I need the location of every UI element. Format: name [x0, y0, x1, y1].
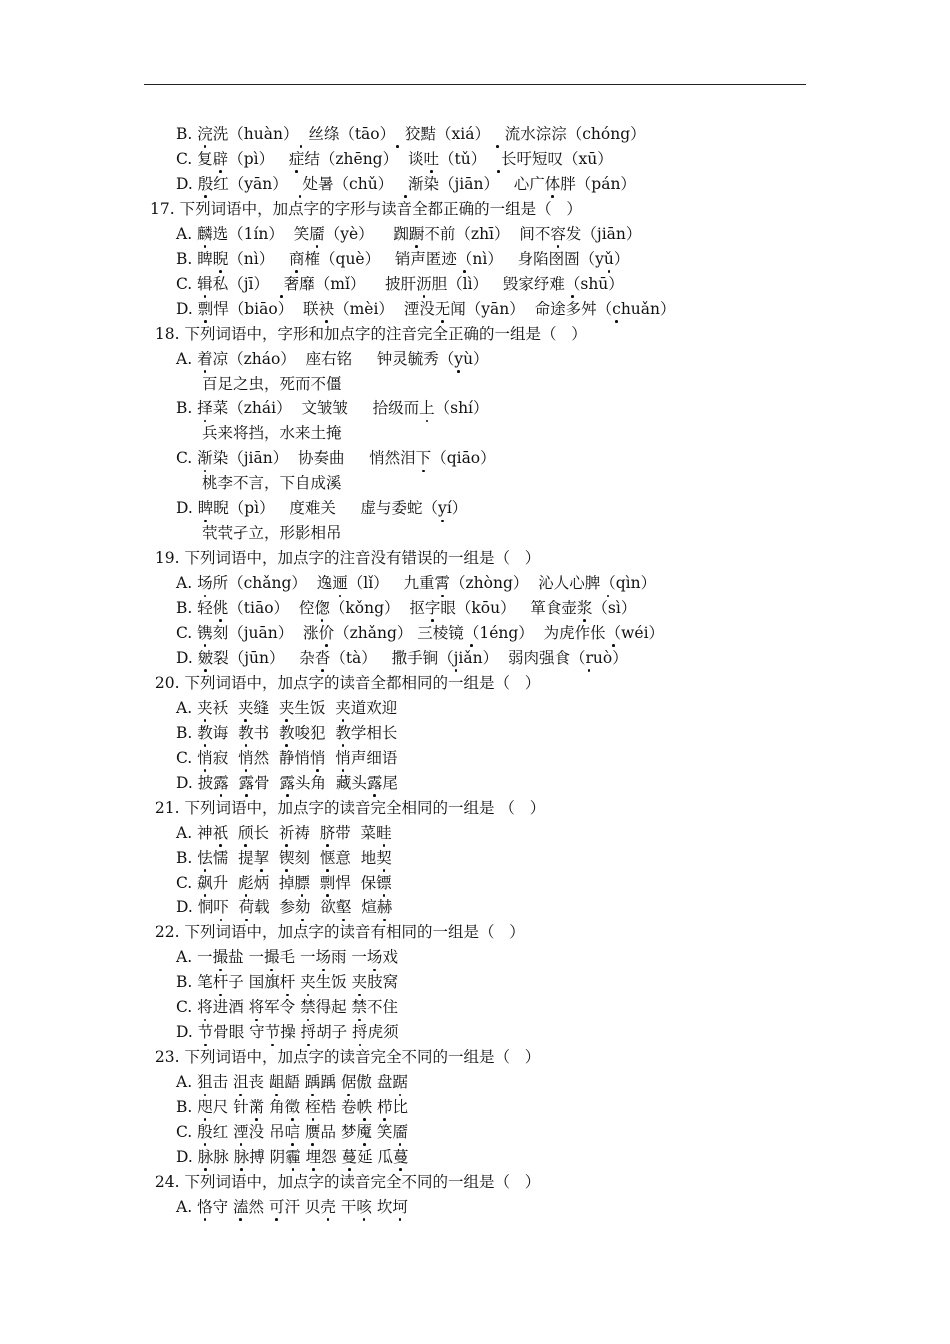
- option-line: C. 渐染（jiān） 协奏曲 悄然泪下（qiāo）: [176, 449, 496, 468]
- option-line: C. 悄寂 悄然 静悄悄 悄声细语: [176, 748, 398, 767]
- emphasis-char: 溘: [233, 1197, 249, 1216]
- option-line: B. 轻佻（tiāo） 倥偬（kǒng） 抠字眼（kōu） 箪食壶浆（sì）: [176, 599, 637, 618]
- emphasis-char: 杆: [212, 973, 229, 992]
- emphasis-char: 吐: [423, 149, 439, 168]
- option-continuation: 茕茕孑立，形影相吊: [202, 524, 342, 543]
- option-line: A. 场所（chǎng） 逸逦（lǐ） 九重霄（zhòng） 沁人心脾（qìn）: [176, 574, 657, 593]
- emphasis-char: 赝: [305, 1123, 321, 1141]
- emphasis-char: 霄: [434, 574, 450, 593]
- option-line: C. 飙升 彪炳 掉膘 剽悍 保镖: [176, 873, 392, 892]
- emphasis-char: 露: [366, 773, 383, 792]
- option-line: C. 复辟（pì） 症结（zhēng） 谈吐（tǔ） 长吁短叹（xū）: [176, 149, 613, 168]
- emphasis-char: 辟: [212, 149, 229, 168]
- emphasis-char: 镖: [376, 873, 392, 892]
- option-line: A. 恪守 溘然 可汗 贝壳 干咳 坎坷: [176, 1197, 408, 1216]
- emphasis-char: 踽: [304, 1073, 321, 1092]
- option-line: D. 殷红（yān） 处暑（chǔ） 渐染（jiān） 心广体胖（pán）: [176, 174, 636, 193]
- emphasis-char: 惬: [319, 848, 336, 867]
- emphasis-char: 吓: [213, 898, 229, 917]
- emphasis-char: 商: [289, 249, 305, 268]
- question-stem: 20. 下列词语中，加点字的读音全都相同的一组是（ ）: [150, 673, 541, 692]
- option-line: A. 着凉（zháo） 座右铭 钟灵毓秀（yù）: [176, 349, 489, 368]
- emphasis-char: 彪: [238, 873, 254, 892]
- emphasis-char: 麟: [197, 224, 213, 243]
- emphasis-char: 字: [424, 599, 441, 618]
- emphasis-char: 魇: [356, 1123, 372, 1141]
- emphasis-char: 价: [318, 624, 335, 642]
- emphasis-char: 埋: [305, 1147, 322, 1166]
- option-line: D. 恫吓 荷载 参劾 欲壑 煊赫: [176, 898, 393, 917]
- option-line: A. 夹袄 夹缝 夹生饭 夹道欢迎: [176, 698, 398, 717]
- option-line: C. 殷红 湮没 吊唁 赝品 梦魇 笑靥: [176, 1123, 408, 1141]
- emphasis-char: 霾: [285, 1147, 301, 1166]
- option-line: C. 将进酒 将军令 禁得起 禁不住: [176, 998, 399, 1017]
- emphasis-char: 狙: [197, 1073, 213, 1092]
- emphasis-char: （: [564, 274, 581, 293]
- emphasis-char: 壑: [335, 898, 352, 917]
- emphasis-char: ǔ: [603, 249, 614, 268]
- emphasis-char: （: [605, 624, 622, 642]
- emphasis-char: 夹: [351, 973, 368, 992]
- emphasis-char: y: [438, 499, 447, 518]
- emphasis-char: 徵: [284, 1098, 301, 1117]
- emphasis-char: 桎: [305, 1098, 321, 1117]
- emphasis-char: 夹: [335, 698, 351, 717]
- question-stem: 19. 下列词语中，加点字的注音没有错误的一组是（ ）: [150, 549, 541, 568]
- emphasis-char: [298, 174, 303, 194]
- option-line: A. 麟选（1ín） 笑靥（yè） 踟蹰不前（zhī） 间不容发（jiān）: [176, 224, 642, 243]
- option-line: B. 教诲 教书 教唆犯 教学相长: [176, 723, 398, 742]
- emphasis-char: 沮: [233, 1073, 249, 1092]
- emphasis-char: 可: [268, 1197, 285, 1216]
- emphasis-char: 沥: [416, 274, 432, 293]
- emphasis-char: 夹: [197, 698, 213, 717]
- emphasis-char: 体: [544, 174, 561, 193]
- option-line: B. 睥睨（nì） 商榷（què） 销声匿迹（nì） 身陷囹圄（yǔ）: [176, 249, 630, 268]
- question-stem: 18. 下列词语中，字形和加点字的注音完全正确的一组是（ ）: [150, 324, 587, 343]
- emphasis-char: 沓: [314, 648, 331, 667]
- emphasis-char: 节: [264, 1023, 281, 1042]
- emphasis-char: 露: [213, 773, 229, 792]
- emphasis-char: 锲: [279, 848, 295, 867]
- option-continuation: 桃李不言，下自成溪: [202, 474, 342, 493]
- emphasis-char: 症: [288, 149, 305, 168]
- emphasis-char: 袂: [318, 299, 335, 318]
- emphasis-char: 悄: [197, 748, 213, 767]
- option-line: D. 剽悍（biāo） 联袂（mèi） 湮没无闻（yān） 命途多舛（chuǎn）: [176, 299, 676, 318]
- option-line: C. 镌刻（juān） 涨价（zhǎng） 三棱镜（1éng） 为虎作伥（wéi）: [176, 624, 665, 642]
- emphasis-char: （: [600, 574, 616, 593]
- emphasis-char: 咳: [356, 1197, 372, 1216]
- emphasis-char: 脉: [233, 1147, 250, 1166]
- option-continuation: 百足之虫，死而不僵: [202, 374, 342, 393]
- emphasis-char: （: [463, 624, 480, 642]
- question-stem: 23. 下列词语中，加点字的读音完全不同的一组是（ ）: [150, 1048, 541, 1067]
- emphasis-char: 咫: [197, 1098, 213, 1117]
- emphasis-char: 场: [197, 574, 213, 593]
- emphasis-char: 无: [434, 299, 451, 318]
- option-line: D. 皴裂（jūn） 杂沓（tà） 撒手锏（jiǎn） 弱肉强食（ruò）: [176, 648, 628, 667]
- emphasis-char: 将: [197, 998, 213, 1017]
- emphasis-char: 露: [279, 773, 295, 792]
- emphasis-char: [279, 274, 284, 294]
- emphasis-char: [403, 174, 408, 194]
- emphasis-char: 栉: [377, 1098, 393, 1117]
- emphasis-char: 撮: [264, 948, 280, 967]
- option-line: B. 笔杆子 国旗杆 夹生饭 夹肢窝: [176, 973, 399, 992]
- emphasis-char: （: [456, 249, 473, 268]
- emphasis-char: 场: [366, 948, 383, 967]
- emphasis-char: 契: [376, 848, 392, 867]
- emphasis-char: 教: [238, 723, 254, 742]
- emphasis-char: 禁: [300, 998, 316, 1017]
- emphasis-char: [496, 149, 501, 169]
- emphasis-char: 龃: [268, 1073, 285, 1092]
- emphasis-char: 夹: [237, 698, 254, 717]
- emphasis-char: 教: [279, 723, 295, 742]
- emphasis-char: 挈: [253, 848, 270, 867]
- emphasis-char: 悄: [309, 748, 326, 767]
- emphasis-char: 倨: [340, 1073, 357, 1092]
- option-line: A. 一撮盐 一撮毛 一场雨 一场戏: [176, 948, 398, 967]
- emphasis-char: 帙: [356, 1098, 373, 1117]
- emphasis-char: 捋: [300, 1023, 317, 1042]
- emphasis-char: 怯: [197, 848, 213, 867]
- question-stem: 21. 下列词语中，加点字的读音完全相同的一组是 （ ）: [150, 798, 546, 817]
- emphasis-char: 节: [197, 1023, 214, 1042]
- emphasis-char: 渐: [197, 449, 213, 468]
- emphasis-char: 禁: [351, 998, 368, 1017]
- emphasis-char: 殷: [197, 1123, 213, 1141]
- emphasis-char: 踞: [392, 1073, 408, 1092]
- emphasis-char: 荷: [238, 898, 255, 917]
- emphasis-char: 蹰: [408, 224, 425, 243]
- emphasis-char: 上: [419, 399, 435, 418]
- option-line: D. 披露 露骨 露头角 藏头露尾: [176, 773, 398, 792]
- emphasis-char: 容: [550, 224, 566, 243]
- emphasis-char: [495, 124, 500, 144]
- emphasis-char: 逦: [332, 574, 348, 593]
- emphasis-char: 靥: [392, 1123, 408, 1141]
- emphasis-char: 悄: [238, 748, 254, 767]
- emphasis-char: 脉: [197, 1147, 214, 1166]
- emphasis-char: 皴: [197, 648, 214, 667]
- emphasis-char: 撮: [212, 948, 229, 967]
- option-line: B. 咫尺 针黹 角徵 桎梏 卷帙 栉比: [176, 1098, 409, 1117]
- emphasis-char: r: [585, 648, 593, 667]
- question-stem: 24. 下列词语中，加点字的读音完全不同的一组是（ ）: [150, 1172, 541, 1191]
- header-rule: [144, 84, 806, 85]
- question-stem: 22. 下列词语中，加点字的读音有相同的一组是（ ）: [150, 923, 525, 942]
- option-line: D. 睥睨（pì） 度难关 虚与委蛇（yí）: [176, 499, 468, 518]
- emphasis-char: [395, 124, 400, 144]
- emphasis-char: 颀: [237, 823, 254, 842]
- option-line: B. 怯懦 提挈 锲刻 惬意 地契: [176, 848, 392, 867]
- option-line: B. 浣洗（huàn） 丝绦（tāo） 狡黠（xiá） 流水淙淙（chóng）: [176, 125, 646, 143]
- emphasis-char: 夹: [300, 973, 316, 992]
- emphasis-char: 佻: [212, 599, 229, 618]
- emphasis-char: 教: [335, 723, 351, 742]
- emphasis-char: 择: [197, 399, 213, 418]
- emphasis-char: 蔓: [393, 1147, 409, 1166]
- emphasis-char: c: [612, 299, 621, 318]
- emphasis-char: 睥: [197, 499, 214, 518]
- emphasis-char: 教: [197, 723, 213, 742]
- emphasis-char: 捋: [352, 1023, 368, 1042]
- emphasis-char: 飙: [197, 873, 213, 892]
- emphasis-char: 祈: [278, 823, 295, 842]
- emphasis-char: 坷: [392, 1197, 408, 1216]
- option-line: A. 神祇 颀长 祈祷 脐带 菜畦: [176, 823, 392, 842]
- emphasis-char: 辑: [197, 274, 213, 293]
- emphasis-char: 着: [197, 349, 213, 368]
- option-line: A. 狙击 沮丧 龃龉 踽踽 倨傲 盘踞: [176, 1073, 408, 1092]
- emphasis-char: 浆: [576, 599, 593, 618]
- emphasis-char: 剽: [197, 299, 214, 318]
- emphasis-char: 膘: [294, 873, 310, 892]
- emphasis-char: 浣: [197, 125, 213, 143]
- option-line: C. 辑私（jī） 奢靡（mǐ） 披肝沥胆（lì） 毁家纾难（shū）: [176, 274, 624, 293]
- option-continuation: 兵来将挡，水来土掩: [202, 424, 342, 443]
- question-stem: 17. 下列词语中，加点字的字形与读音全都正确的一组是（ ）: [150, 199, 582, 218]
- emphasis-char: 劾: [294, 898, 311, 917]
- emphasis-char: 场: [315, 948, 331, 967]
- emphasis-char: 湮: [233, 1123, 249, 1141]
- option-line: D. 节骨眼 守节操 捋胡子 捋虎须: [176, 1023, 399, 1042]
- emphasis-char: 祇: [212, 823, 229, 842]
- emphasis-char: 唁: [284, 1123, 301, 1141]
- emphasis-char: 蔓: [341, 1147, 358, 1166]
- emphasis-char: [298, 124, 303, 144]
- emphasis-char: 偬: [314, 599, 330, 618]
- emphasis-char: 畦: [376, 823, 392, 842]
- emphasis-char: 镌: [197, 624, 213, 642]
- emphasis-char: 赫: [376, 898, 393, 917]
- emphasis-char: 黹: [248, 1098, 265, 1117]
- emphasis-char: 剽: [319, 873, 336, 892]
- emphasis-char: 恪: [197, 1197, 213, 1216]
- option-line: D. 脉脉 脉搏 阴霾 埋怨 蔓延 瓜蔓: [176, 1147, 409, 1166]
- emphasis-char: 露: [238, 773, 255, 792]
- option-line: B. 择菜（zhái） 文皱皱 拾级而上（shí）: [176, 399, 489, 418]
- emphasis-char: 将: [248, 998, 265, 1017]
- emphasis-char: 殷: [197, 174, 214, 193]
- emphasis-char: 睨: [212, 249, 229, 268]
- emphasis-char: 悄: [335, 748, 351, 767]
- emphasis-char: j: [453, 648, 459, 667]
- emphasis-char: 脐: [319, 823, 336, 842]
- emphasis-char: 靥: [309, 224, 325, 243]
- emphasis-char: 夹: [278, 698, 295, 717]
- emphasis-char: 壳: [320, 1197, 336, 1216]
- emphasis-char: 杆: [279, 973, 296, 992]
- emphasis-char: y: [454, 349, 464, 368]
- emphasis-char: 下: [415, 449, 432, 468]
